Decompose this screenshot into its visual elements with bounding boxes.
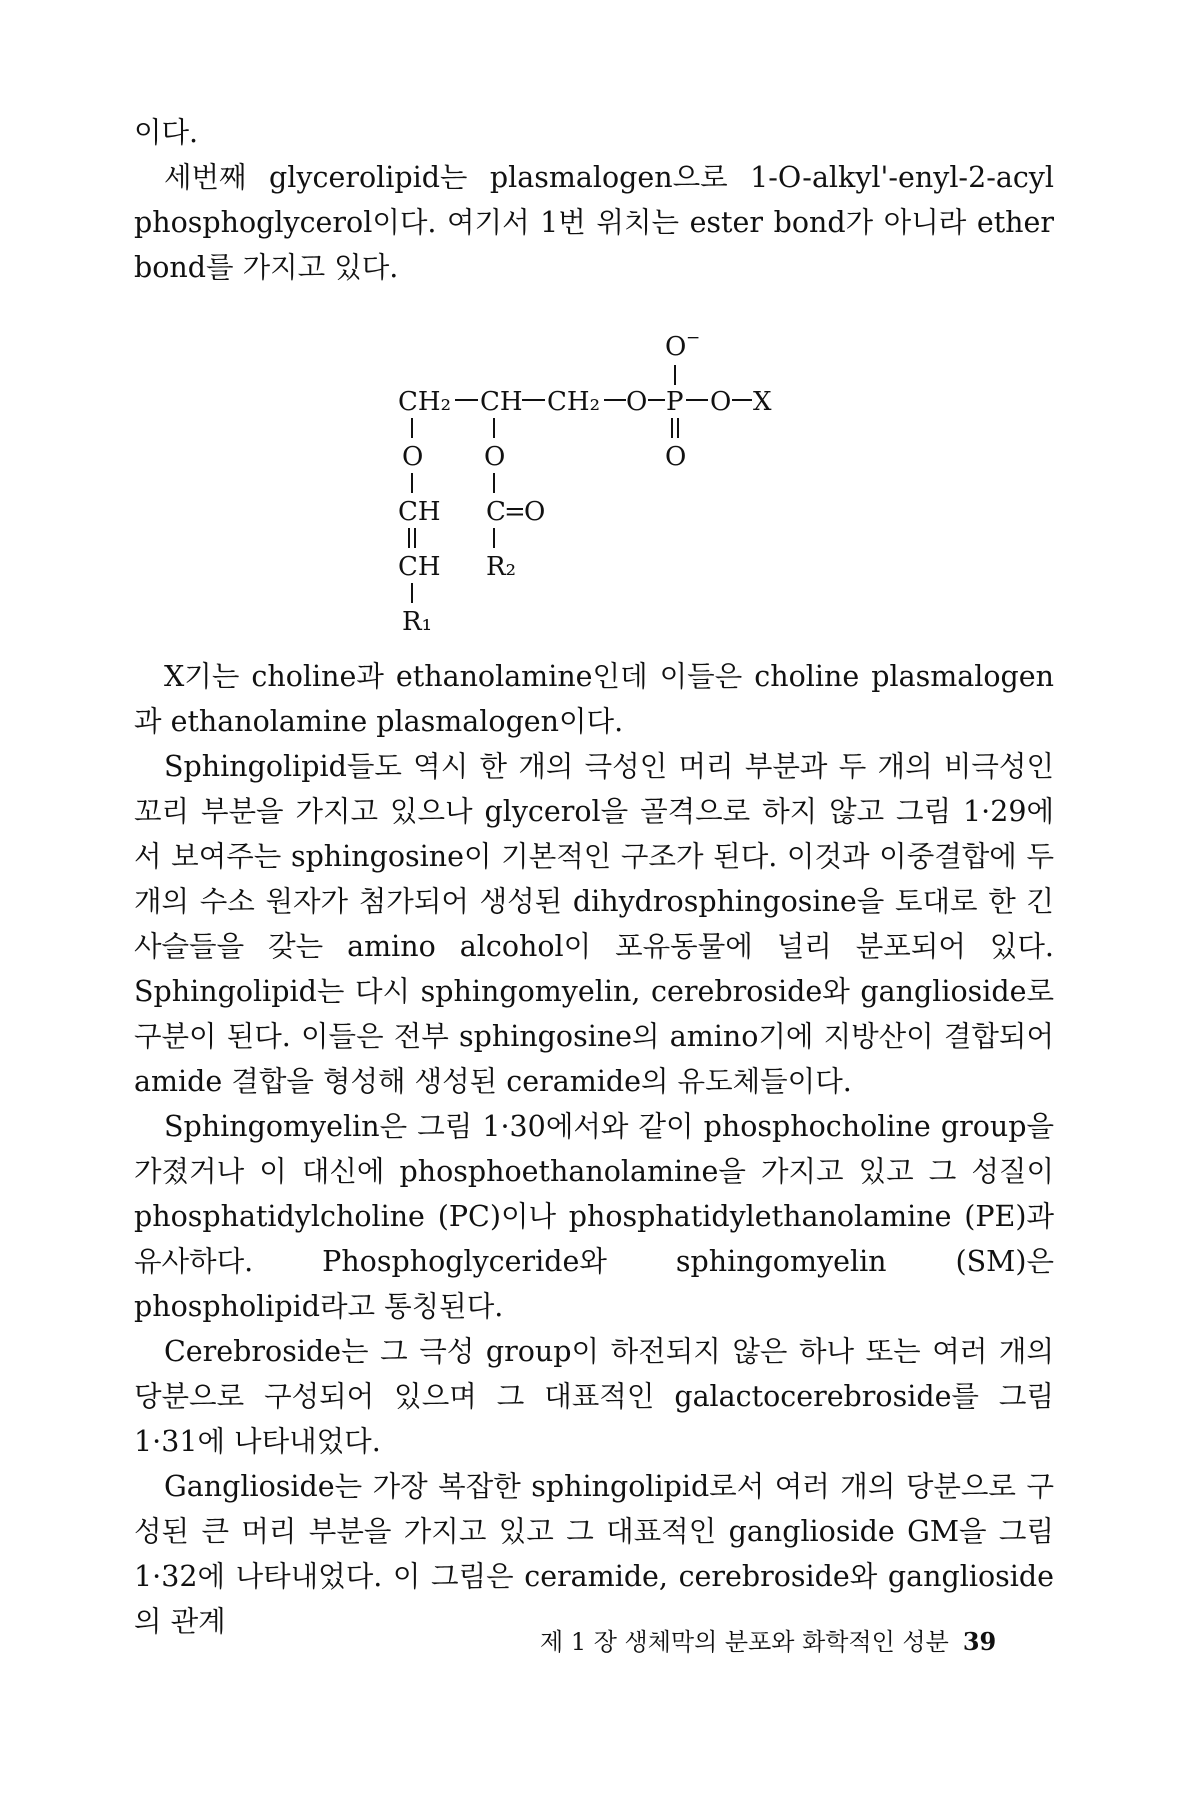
o-mid: O — [484, 442, 506, 472]
backbone-o: O — [626, 387, 648, 417]
backbone-x: X — [753, 387, 772, 417]
plasmalogen-structure — [0, 0, 1200, 700]
carbonyl-eq: = — [504, 497, 526, 527]
paragraph-2: X기는 choline과 ethanolamine인데 이들은 choline plasmalogen과 ethanolamine plasmalogen이다. — [134, 660, 1054, 738]
r1-label: R₁ — [402, 607, 432, 637]
paragraph-5: Cerebroside는 그 극성 group이 하전되지 않은 하나 또는 여러 개의 당분으로 구성되어 있으며 그 대표적인 galactocerebroside를 그림 1·31에 나타내었다. — [134, 1335, 1054, 1458]
paragraph-4: Sphingomyelin은 그림 1·30에서와 같이 phosphocholine group을 가졌거나 이 대신에 phosphoethanolamine을 가지고 있고 그 성질이 phosphatidylcholine (PC)이나 phosphatidylethanolamine (PE)과 유사하다. Phosphoglyceride와 sphingomyelin (SM)은 phospholipid라고 통칭된다. — [134, 1110, 1054, 1323]
o-minus-label: O — [665, 332, 687, 362]
o-double: O — [665, 442, 687, 472]
paragraph-0: 이다. — [134, 116, 199, 149]
page-number: 39 — [962, 1627, 997, 1656]
paragraph-3: Sphingolipid들도 역시 한 개의 극성인 머리 부분과 두 개의 비극성인 꼬리 부분을 가지고 있으나 glycerol을 골격으로 하지 않고 그림 1·29에서 보여주는 sphingosine이 기본적인 구조가 된다. 이것과 이중결합에 두 개의 수소 원자가 첨가되어 생성된 dihydrosphingosine을 토대로 한 긴 사슬들을 갖는 amino alcohol이 포유동물에 널리 분포되어 있다. Sphingolipid는 다시 sphingomyelin, cerebroside와 ganglioside로 구분이 된다. 이들은 전부 sphingosine의 amino기에 지방산이 결합되어 amide 결합을 형성해 생성된 ceramide의 유도체들이다. — [134, 750, 1054, 1098]
backbone-ch2-a: CH₂ — [398, 387, 451, 417]
paragraph-6: Ganglioside는 가장 복잡한 sphingolipid로서 여러 개의 당분으로 구성된 큰 머리 부분을 가지고 있고 그 대표적인 ganglioside GM을 그림 1·32에 나타내었다. 이 그림은 ceramide, cerebroside와 ganglioside의 관계 — [134, 1470, 1054, 1638]
ch-upper: CH — [398, 497, 441, 527]
text-block-main — [134, 654, 1054, 1644]
text-block-top — [134, 110, 1054, 290]
backbone-o2: O — [710, 387, 732, 417]
o-left: O — [402, 442, 424, 472]
ch-lower: CH — [398, 552, 441, 582]
r2-label: R₂ — [486, 552, 516, 582]
backbone-p: P — [666, 387, 684, 417]
o-minus-charge: − — [686, 328, 701, 348]
page-footer — [540, 1622, 1070, 1657]
carbonyl-c: C — [486, 497, 506, 527]
chapter-title: 제 1 장 생체막의 분포와 화학적인 성분 — [540, 1628, 949, 1656]
carbonyl-o: O — [524, 497, 546, 527]
backbone-ch: CH — [480, 387, 523, 417]
backbone-ch2-b: CH₂ — [547, 387, 600, 417]
paragraph-1: 세번째 glycerolipid는 plasmalogen으로 1-O-alkyl'-enyl-2-acyl phosphoglycerol이다. 여기서 1번 위치는 ester bond가 아니라 ether bond를 가지고 있다. — [134, 161, 1054, 284]
